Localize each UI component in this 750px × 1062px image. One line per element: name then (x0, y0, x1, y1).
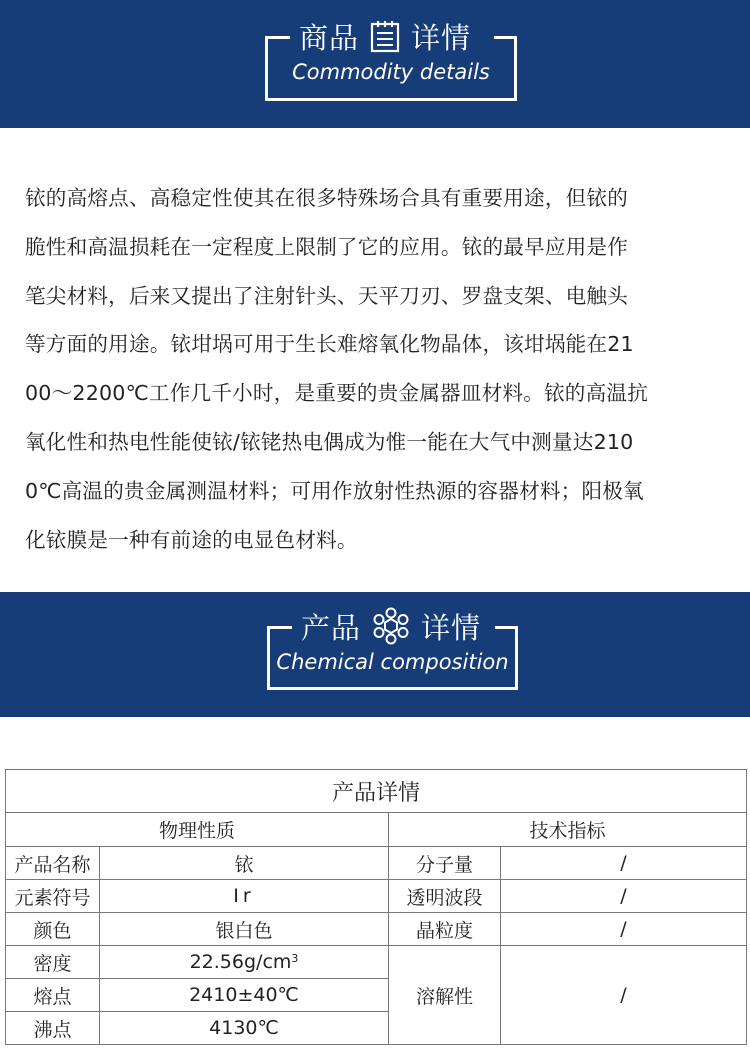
table-row (6, 946, 747, 979)
row-label: 产品名称 (6, 847, 100, 880)
table-row (6, 913, 747, 946)
row-value: 银白色 (100, 913, 389, 946)
description-line: 00～2200℃工作几千小时，是重要的贵金属器皿材料。铱的高温抗 (25, 381, 648, 406)
description-line: 0℃高温的贵金属测温材料；可用作放射性热源的容器材料；阳极氧 (25, 478, 644, 503)
table-title: 产品详情 (6, 770, 747, 813)
section-title-left: 产品 (301, 610, 362, 645)
row-value: 4130℃ (100, 1012, 389, 1045)
notepad-icon (369, 19, 401, 53)
table-row (6, 880, 747, 913)
description-line: 铱的高熔点、高稳定性使其在很多特殊场合具有重要用途，但铱的 (25, 186, 629, 210)
row-label-2: 晶粒度 (389, 913, 501, 946)
row-value: 铱 (100, 847, 389, 880)
section-title (299, 16, 471, 56)
row-label: 元素符号 (6, 880, 100, 913)
row-value: Ir (100, 880, 389, 913)
row-value-2: / (501, 847, 747, 880)
row-label-2: 分子量 (389, 847, 501, 880)
row-label: 熔点 (6, 979, 100, 1012)
chemical-composition-banner (0, 592, 750, 717)
description-line: 氧化性和热电性能使铱/铱铑热电偶成为惟一能在大气中测量达210 (25, 429, 634, 454)
row-label: 颜色 (6, 913, 100, 946)
table-header-technical: 技术指标 (389, 813, 747, 847)
table-header-physical: 物理性质 (6, 813, 389, 847)
density-value: 22.56g/cm (189, 951, 292, 973)
description-line: 等方面的用途。铱坩埚可用于生长难熔氧化物晶体，该坩埚能在21 (25, 332, 634, 357)
description-line: 化铱膜是一种有前途的电显色材料。 (25, 527, 358, 552)
row-label: 沸点 (6, 1012, 100, 1045)
commodity-details-banner (0, 0, 750, 128)
density-exponent: 3 (291, 952, 299, 965)
product-spec-table (5, 769, 747, 1045)
section-title (301, 606, 481, 646)
merged-label: 溶解性 (389, 946, 501, 1045)
row-value-2: / (501, 880, 747, 913)
section-title-left: 商品 (299, 20, 360, 55)
section-subtitle: Commodity details (292, 60, 490, 84)
section-subtitle: Chemical composition (276, 650, 509, 674)
section-title-right: 详情 (421, 610, 482, 645)
row-label-2: 透明波段 (389, 880, 501, 913)
table-row (6, 847, 747, 880)
row-value-2: / (501, 913, 747, 946)
product-description (25, 174, 731, 564)
description-line: 脆性和高温损耗在一定程度上限制了它的应用。铱的最早应用是作 (25, 234, 629, 259)
section-title-right: 详情 (411, 20, 472, 55)
description-line: 笔尖材料，后来又提出了注射针头、天平刀刃、罗盘支架、电触头 (25, 283, 629, 308)
merged-value: / (501, 946, 747, 1045)
row-value: 2410±40℃ (100, 979, 389, 1012)
row-value (100, 946, 389, 979)
molecule-icon (371, 607, 411, 645)
row-label: 密度 (6, 946, 100, 979)
